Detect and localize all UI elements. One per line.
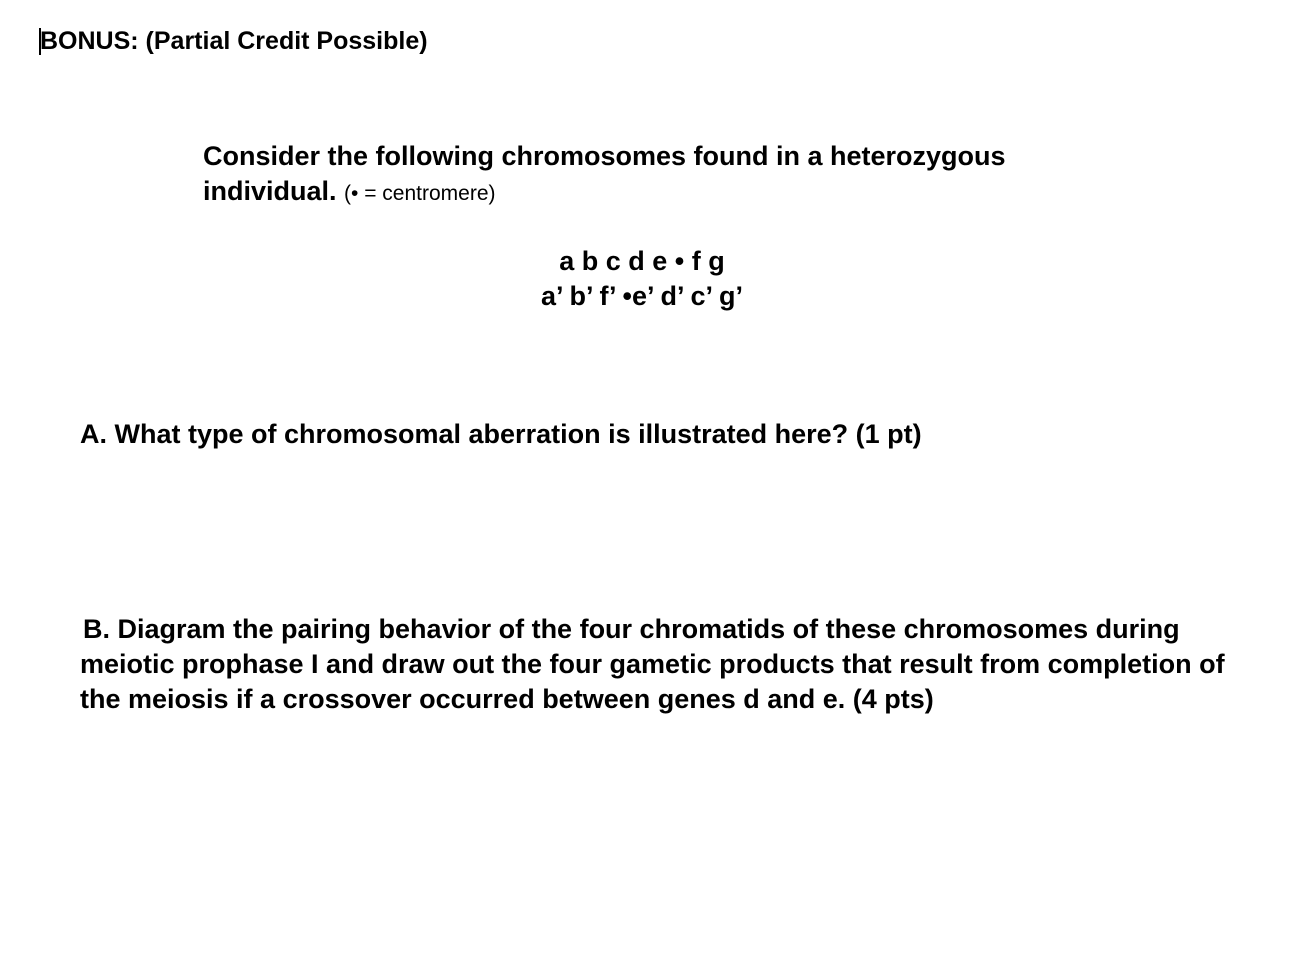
question-a bbox=[80, 418, 922, 450]
intro-paragraph bbox=[203, 139, 1006, 211]
chromosome-sequences bbox=[492, 244, 792, 314]
intro-line-2-bold: individual. bbox=[203, 176, 337, 206]
question-b-line-2: meiotic prophase I and draw out the four gametic products that result from completion of bbox=[80, 649, 1225, 679]
bonus-heading: BONUS: (Partial Credit Possible) bbox=[40, 27, 428, 55]
chromosome-2: a’ b’ f’ •e’ d’ c’ g’ bbox=[540, 281, 744, 311]
centromere-note: (• = centromere) bbox=[344, 182, 496, 205]
page-title bbox=[40, 26, 428, 56]
question-b bbox=[80, 612, 1225, 717]
question-b-line-3: the meiosis if a crossover occurred between genes d and e. (4 pts) bbox=[80, 684, 934, 714]
intro-line-2 bbox=[203, 174, 1006, 211]
question-b-line-1: B. Diagram the pairing behavior of the four chromatids of these chromosomes during bbox=[83, 614, 1180, 644]
chromosome-1: a b c d e • f g bbox=[559, 246, 725, 276]
question-a-text: A. What type of chromosomal aberration is illustrated here? (1 pt) bbox=[80, 419, 922, 449]
intro-line-1: Consider the following chromosomes found in a heterozygous bbox=[203, 141, 1006, 171]
